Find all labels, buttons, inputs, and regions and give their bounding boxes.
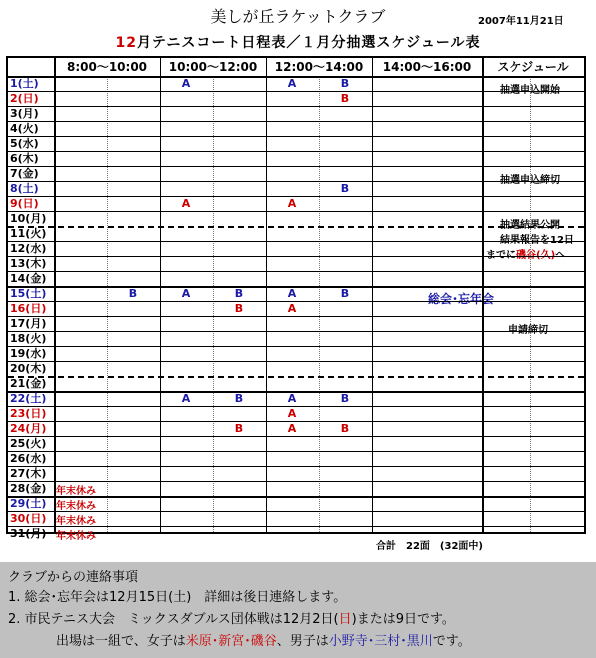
note-report-by: 結果報告を12日 (500, 235, 574, 246)
note-lottery-start: 抽選申込開始 (500, 85, 560, 96)
notice-item-2-b: )または9日です。 (351, 612, 455, 627)
date-cell: 5(水) (10, 137, 39, 150)
date-cell: 2(日) (10, 92, 39, 105)
row-divider (8, 451, 584, 452)
notice-item-2-day: 日 (338, 612, 352, 627)
note-application-deadline: 申請締切 (508, 325, 548, 336)
date-cell: 7(金) (10, 167, 39, 180)
subtitle-text: 月テニスコート日程表／１月分抽選スケジュール表 (136, 35, 481, 51)
note-contact (486, 246, 565, 261)
row-divider (8, 121, 584, 122)
schedule-table (6, 56, 586, 542)
date-cell: 11(火) (10, 227, 47, 240)
slot-divider (319, 76, 320, 532)
date-cell: 10(月) (10, 212, 47, 225)
column-header-10: 10:00〜12:00 (168, 60, 258, 74)
row-divider (8, 361, 584, 362)
date-cell: 24(月) (10, 422, 47, 435)
court-booking-mark: A (181, 197, 191, 210)
date-cell: 12(水) (10, 242, 47, 255)
court-booking-mark: B (340, 422, 350, 435)
date-cell: 4(火) (10, 122, 39, 135)
date-cell: 16(日) (10, 302, 47, 315)
date-cell: 13(木) (10, 257, 47, 270)
row-divider (8, 241, 584, 242)
date-cell: 23(日) (10, 407, 47, 420)
date-cell: 30(日) (10, 512, 47, 525)
court-booking-mark: B (340, 92, 350, 105)
court-booking-mark: A (287, 392, 297, 405)
court-booking-mark: A (287, 407, 297, 420)
court-booking-mark: B (340, 77, 350, 90)
column-header-8: 8:00〜10:00 (66, 60, 148, 74)
row-divider (8, 346, 584, 347)
date-cell: 9(日) (10, 197, 39, 210)
row-divider (8, 466, 584, 467)
notice-men-players: 小野寺･三村･黒川 (328, 634, 433, 649)
year-end-holiday-label: 年末休み (56, 531, 96, 542)
row-divider (8, 181, 584, 182)
date-cell: 14(金) (10, 272, 47, 285)
court-booking-mark: B (340, 392, 350, 405)
row-divider (8, 91, 584, 92)
date-cell: 18(火) (10, 332, 47, 345)
date-cell: 22(土) (10, 392, 47, 405)
court-booking-mark: B (128, 287, 138, 300)
notice-item-3-a: 出場は一組で、女子は (56, 634, 186, 649)
date-cell: 20(木) (10, 362, 47, 375)
row-divider (8, 331, 584, 332)
note-party: 総会･忘年会 (428, 292, 495, 306)
slot-divider (213, 76, 214, 532)
date-cell: 1(土) (10, 77, 39, 90)
court-booking-mark: B (340, 182, 350, 195)
court-booking-mark: B (234, 422, 244, 435)
date-cell: 31(月) (10, 527, 47, 540)
date-cell: 15(土) (10, 287, 47, 300)
date-cell: 6(木) (10, 152, 39, 165)
date-cell: 25(火) (10, 437, 47, 450)
date-cell: 21(金) (10, 377, 47, 390)
court-booking-mark: B (234, 287, 244, 300)
note-contact-person: 磯谷(久) (516, 250, 556, 261)
court-booking-mark: B (234, 302, 244, 315)
court-booking-mark: B (340, 287, 350, 300)
court-booking-mark: A (287, 77, 297, 90)
court-booking-mark: A (287, 197, 297, 210)
row-divider (8, 136, 584, 137)
court-booking-mark: A (181, 392, 191, 405)
column-divider (54, 58, 56, 532)
notice-item-2 (8, 608, 455, 627)
row-divider (8, 376, 584, 378)
column-divider (482, 58, 484, 532)
note-lottery-result: 抽選結果公開 (500, 220, 560, 231)
row-divider (8, 271, 584, 272)
year-end-holiday-label: 年末休み (56, 486, 96, 497)
date-cell: 27(木) (10, 467, 47, 480)
date-cell: 19(水) (10, 347, 47, 360)
notice-item-1: 1. 総会･忘年会は12月15日(土) 詳細は後日連絡します。 (8, 590, 347, 605)
date-cell: 8(土) (10, 182, 39, 195)
document-date: 2007年11月21日 (478, 16, 564, 27)
note-until-prefix: までに (486, 250, 516, 261)
club-title: 美しが丘ラケットクラブ (210, 7, 386, 26)
date-cell: 3(月) (10, 107, 39, 120)
row-divider (8, 151, 584, 152)
subtitle-month: 12 (115, 35, 137, 51)
notice-heading: クラブからの連絡事項 (8, 570, 139, 585)
notice-item-3-b: 、男子は (276, 634, 329, 649)
note-until-suffix: へ (555, 250, 566, 261)
club-notice-panel (0, 562, 596, 658)
court-booking-mark: A (287, 422, 297, 435)
row-divider (8, 166, 584, 167)
row-divider (8, 316, 584, 317)
notice-item-3 (56, 630, 471, 649)
row-divider (8, 226, 584, 228)
court-booking-mark: A (181, 287, 191, 300)
court-booking-mark: A (287, 302, 297, 315)
date-cell: 28(金) (10, 482, 47, 495)
date-cell: 26(水) (10, 452, 47, 465)
notice-item-3-c: です。 (432, 634, 471, 649)
court-booking-mark: A (181, 77, 191, 90)
column-divider (160, 58, 161, 532)
row-divider (8, 211, 584, 212)
note-lottery-deadline: 抽選申込締切 (500, 175, 560, 186)
court-booking-mark: A (287, 287, 297, 300)
column-header-schedule: スケジュール (497, 60, 569, 74)
column-header-12: 12:00〜14:00 (274, 60, 364, 74)
total-courts: 合計 22面 (32面中) (376, 541, 483, 552)
column-divider (372, 58, 373, 532)
row-divider (8, 256, 584, 257)
notice-women-players: 米原･新宮･磯谷 (185, 634, 277, 649)
date-cell: 29(土) (10, 497, 47, 510)
row-divider (8, 436, 584, 437)
date-cell: 17(月) (10, 317, 47, 330)
notice-item-2-a: 2. 市民テニス大会 ミックスダブルス団体戦は12月2日( (8, 612, 339, 627)
year-end-holiday-label: 年末休み (56, 516, 96, 527)
year-end-holiday-label: 年末休み (56, 501, 96, 512)
column-header-14: 14:00〜16:00 (382, 60, 472, 74)
slot-divider (530, 76, 531, 532)
schedule-subtitle (0, 32, 596, 52)
row-divider (8, 106, 584, 107)
court-booking-mark: B (234, 392, 244, 405)
slot-divider (107, 76, 108, 532)
column-divider (266, 58, 267, 532)
